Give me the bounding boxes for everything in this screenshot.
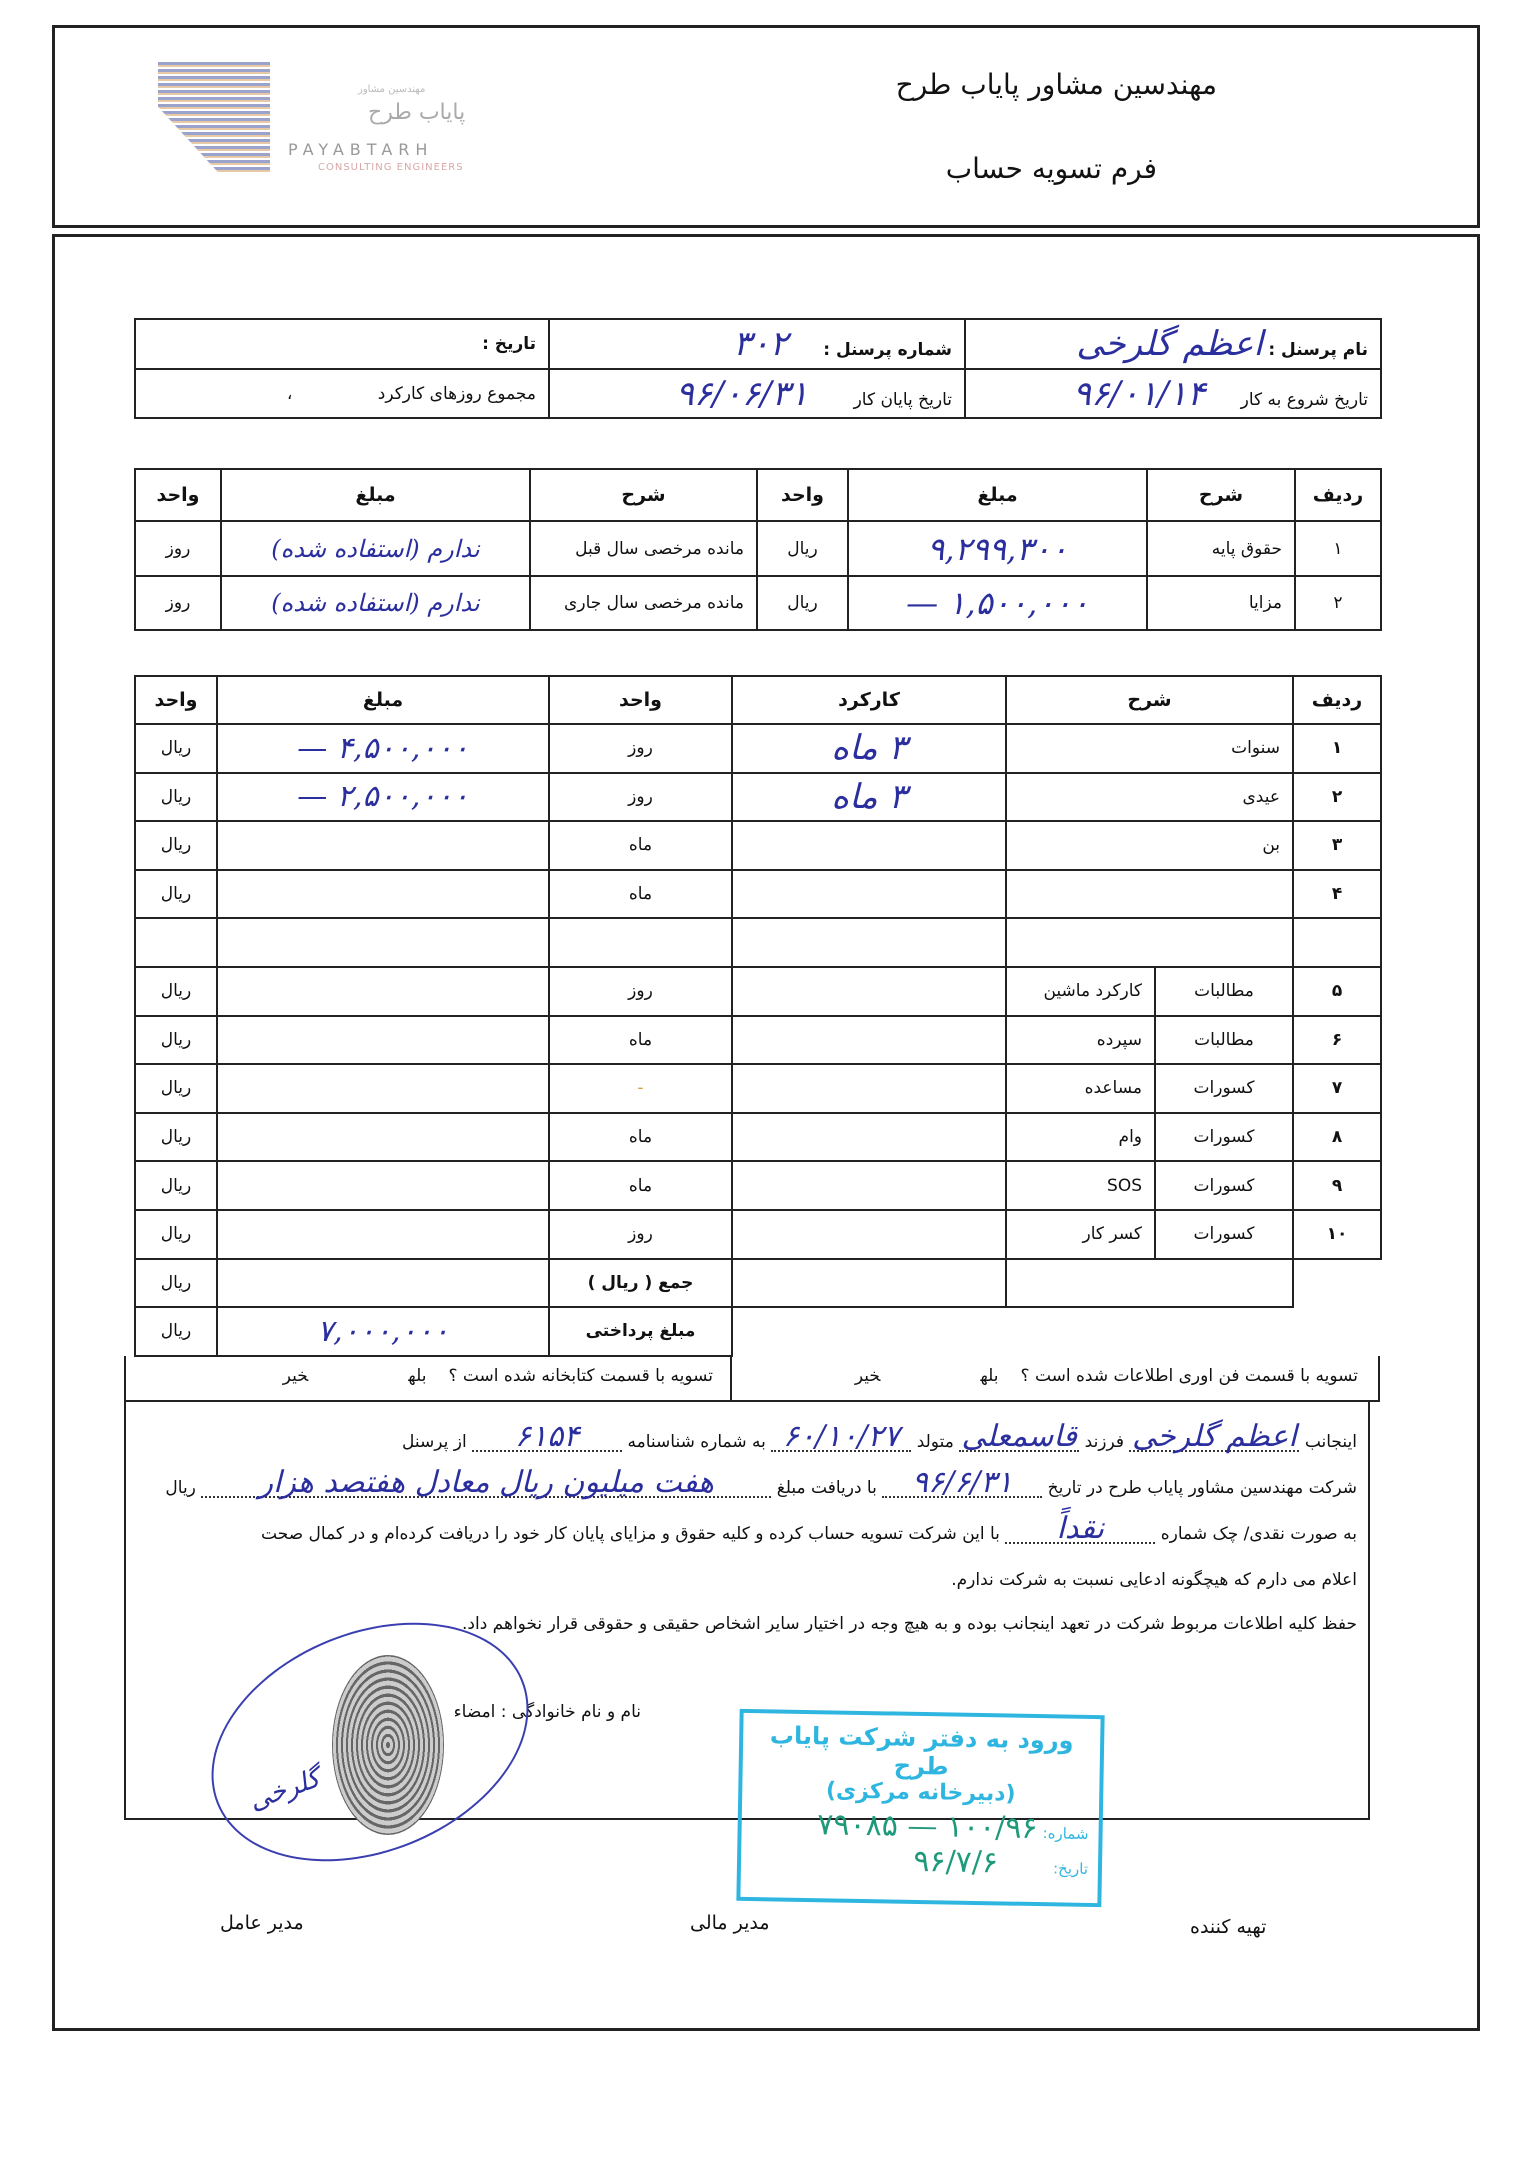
currency-unit: ریال bbox=[135, 1016, 217, 1065]
column-header: مبلغ bbox=[217, 676, 549, 724]
empty bbox=[732, 1259, 1006, 1308]
row-number: ۲ bbox=[1295, 576, 1381, 630]
total-row bbox=[135, 1259, 1381, 1308]
paid-amount: ۷,۰۰۰,۰۰۰ bbox=[217, 1307, 549, 1356]
unit: ماه bbox=[549, 1161, 732, 1210]
paid-label: مبلغ پرداختی bbox=[549, 1307, 732, 1356]
preparer-label: تهیه کننده bbox=[1190, 1916, 1267, 1938]
signature-label: نام و نام خانوادگی : امضاء bbox=[453, 1702, 641, 1722]
row-number: ۹ bbox=[1293, 1161, 1381, 1210]
amount bbox=[217, 870, 549, 919]
empty bbox=[732, 1307, 1381, 1356]
table-row bbox=[135, 724, 1381, 773]
declaration-line-1 bbox=[402, 1419, 1357, 1454]
amount bbox=[217, 1016, 549, 1065]
description: سنوات bbox=[1006, 724, 1293, 773]
number-label: شماره پرسنل : bbox=[823, 340, 952, 360]
it-no-option[interactable]: خیر bbox=[854, 1366, 881, 1386]
work-period bbox=[732, 967, 1006, 1016]
amount bbox=[217, 1113, 549, 1162]
description: مزایا bbox=[1147, 576, 1295, 630]
column-header: واحد bbox=[135, 469, 221, 521]
column-header: ردیف bbox=[1295, 469, 1381, 521]
amount bbox=[217, 821, 549, 870]
personnel-number-cell bbox=[549, 319, 965, 369]
paid-unit: ریال bbox=[135, 1307, 217, 1356]
currency-unit bbox=[135, 918, 217, 967]
ceo-label: مدیر عامل bbox=[220, 1912, 304, 1934]
check-field bbox=[1005, 1511, 1155, 1546]
empty bbox=[1006, 1259, 1293, 1308]
company-name: مهندسین مشاور پایاب طرح bbox=[895, 68, 1217, 101]
text: با دریافت مبلغ bbox=[776, 1478, 877, 1498]
currency-unit: ریال bbox=[135, 1064, 217, 1113]
fingerprint-icon bbox=[332, 1655, 444, 1835]
column-header: ردیف bbox=[1293, 676, 1381, 724]
table-row bbox=[135, 1161, 1381, 1210]
library-clearance-question bbox=[283, 1366, 713, 1386]
paid-row bbox=[135, 1307, 1381, 1356]
work-period bbox=[732, 1064, 1006, 1113]
table-row bbox=[135, 1113, 1381, 1162]
work-period bbox=[732, 1161, 1006, 1210]
currency-unit: ریال bbox=[135, 1210, 217, 1259]
subcategory: وام bbox=[1006, 1113, 1155, 1162]
finance-manager-label: مدیر مالی bbox=[690, 1912, 770, 1934]
library-yes-option[interactable]: بله bbox=[408, 1366, 427, 1386]
start-date-cell bbox=[965, 369, 1381, 418]
table-row bbox=[135, 1210, 1381, 1259]
work-period: ۳ ماه bbox=[732, 773, 1006, 822]
subcategory: سپرده bbox=[1006, 1016, 1155, 1065]
logo-mark bbox=[158, 62, 270, 174]
amount: ۹,۲۹۹,۳۰۰ bbox=[848, 521, 1147, 576]
column-header: کارکرد bbox=[732, 676, 1006, 724]
start-label: تاریخ شروع به کار bbox=[1240, 389, 1368, 410]
row-number: ۶ bbox=[1293, 1016, 1381, 1065]
it-yes-option[interactable]: بله bbox=[980, 1366, 999, 1386]
unit bbox=[549, 918, 732, 967]
text: فرزند bbox=[1084, 1432, 1125, 1452]
it-clearance-question bbox=[855, 1366, 1358, 1386]
unit: ماه bbox=[549, 870, 732, 919]
column-header: واحد bbox=[135, 676, 217, 724]
form-title: فرم تسویه حساب bbox=[945, 152, 1157, 185]
column-header: شرح bbox=[1006, 676, 1293, 724]
stamp-subtitle: (دبیرخانه مرکزی) bbox=[825, 1778, 1016, 1807]
empty bbox=[1293, 1259, 1381, 1308]
table-row bbox=[135, 1064, 1381, 1113]
declaration-line-3 bbox=[261, 1511, 1357, 1546]
row-number: ۲ bbox=[1293, 773, 1381, 822]
column-header: واحد bbox=[757, 469, 848, 521]
total-unit: ریال bbox=[135, 1259, 217, 1308]
value: ۶۱۵۴ bbox=[514, 1419, 580, 1454]
currency-unit: ریال bbox=[135, 870, 217, 919]
column-header: شرح bbox=[1147, 469, 1295, 521]
description: عیدی bbox=[1006, 773, 1293, 822]
text: متولد bbox=[916, 1432, 954, 1452]
amount bbox=[217, 967, 549, 1016]
registry-stamp bbox=[736, 1709, 1104, 1907]
column-header: مبلغ bbox=[848, 469, 1147, 521]
declaration-line-5: حفظ کلیه اطلاعات مربوط شرکت در تعهد اینجانب بوده و به هیچ وجه در اختیار سایر اشخاص حقیقی و حقوقی قرار نخواهم داد. bbox=[462, 1614, 1357, 1634]
work-period bbox=[732, 821, 1006, 870]
category: مطالبات bbox=[1155, 1016, 1293, 1065]
row-number bbox=[1293, 918, 1381, 967]
amount bbox=[217, 1064, 549, 1113]
amount bbox=[217, 1210, 549, 1259]
category: کسورات bbox=[1155, 1210, 1293, 1259]
unit: روز bbox=[549, 1210, 732, 1259]
row-number: ۱ bbox=[1293, 724, 1381, 773]
text: با این شرکت تسویه حساب کرده و کلیه حقوق و مزایای پایان کار خود را دریافت کرده‌ام و در کمال صحت bbox=[261, 1524, 1000, 1544]
it-question-label: تسویه با قسمت فن اوری اطلاعات شده است ؟ bbox=[1020, 1366, 1358, 1386]
id-field bbox=[472, 1419, 622, 1454]
text: شرکت مهندسین مشاور پایاب طرح در تاریخ bbox=[1047, 1478, 1357, 1498]
currency-unit: ریال bbox=[135, 773, 217, 822]
table-row bbox=[135, 870, 1381, 919]
work-period bbox=[732, 1113, 1006, 1162]
subcategory: کارکرد ماشین bbox=[1006, 967, 1155, 1016]
description: حقوق پایه bbox=[1147, 521, 1295, 576]
date-label: تاریخ : bbox=[482, 334, 536, 354]
declaration-line-2 bbox=[165, 1465, 1357, 1500]
table-row bbox=[135, 821, 1381, 870]
salary-table bbox=[134, 468, 1382, 631]
category: کسورات bbox=[1155, 1064, 1293, 1113]
divider bbox=[730, 1356, 732, 1402]
leave-unit: روز bbox=[135, 521, 221, 576]
date-field bbox=[882, 1465, 1042, 1500]
text: به شماره شناسنامه bbox=[627, 1432, 766, 1452]
column-header: واحد bbox=[549, 676, 732, 724]
unit: روز bbox=[549, 773, 732, 822]
end-date-cell bbox=[549, 369, 965, 418]
value: هفت میلیون ریال معادل هفتصد هزار bbox=[258, 1465, 714, 1500]
row-number: ۷ bbox=[1293, 1064, 1381, 1113]
signature: گلرخی bbox=[245, 1763, 325, 1817]
row-number: ۱ bbox=[1295, 521, 1381, 576]
stamp-date bbox=[741, 1841, 1099, 1882]
unit: - bbox=[549, 1064, 732, 1113]
days-label: مجموع روزهای کارکرد bbox=[377, 383, 536, 404]
category: کسورات bbox=[1155, 1113, 1293, 1162]
table-row bbox=[135, 967, 1381, 1016]
amount-words-field bbox=[201, 1465, 771, 1500]
table-row bbox=[135, 1016, 1381, 1065]
value: ۹۶/۶/۳۱ bbox=[911, 1465, 1013, 1500]
category: کسورات bbox=[1155, 1161, 1293, 1210]
company-logo bbox=[158, 62, 518, 182]
currency-unit: ریال bbox=[135, 967, 217, 1016]
date-cell bbox=[135, 319, 549, 369]
category: مطالبات bbox=[1155, 967, 1293, 1016]
number-value: ۳۰۲ bbox=[733, 324, 788, 364]
unit: ماه bbox=[549, 821, 732, 870]
end-label: تاریخ پایان کار bbox=[853, 389, 952, 410]
leave-amount: ندارم (استفاده شده) bbox=[221, 576, 530, 630]
subcategory: SOS bbox=[1006, 1161, 1155, 1210]
work-days-cell bbox=[135, 369, 549, 418]
father-field bbox=[959, 1419, 1079, 1454]
personnel-name-cell bbox=[965, 319, 1381, 369]
header-row bbox=[135, 469, 1381, 521]
leave-description: مانده مرخصی سال جاری bbox=[530, 576, 757, 630]
unit: ماه bbox=[549, 1016, 732, 1065]
total-label: جمع ( ریال ) bbox=[549, 1259, 732, 1308]
library-question-label: تسویه با قسمت کتابخانه شده است ؟ bbox=[448, 1366, 713, 1386]
work-period bbox=[732, 1016, 1006, 1065]
text: ریال bbox=[165, 1478, 196, 1498]
amount bbox=[217, 1161, 549, 1210]
logo-sub: CONSULTING ENGINEERS bbox=[318, 162, 464, 173]
leave-unit: روز bbox=[135, 576, 221, 630]
table-row bbox=[135, 918, 1381, 967]
text: به صورت نقدی/ چک شماره bbox=[1160, 1524, 1357, 1544]
declaration-line-4: اعلام می دارم که هیچگونه ادعایی نسبت به شرکت ندارم. bbox=[951, 1570, 1357, 1590]
amount bbox=[217, 918, 549, 967]
table-row bbox=[135, 576, 1381, 630]
currency-unit: ریال bbox=[135, 1113, 217, 1162]
days-value: ، bbox=[286, 383, 293, 404]
unit: ریال bbox=[757, 576, 848, 630]
unit: روز bbox=[549, 967, 732, 1016]
text: اینجانب bbox=[1304, 1432, 1357, 1452]
start-value: ۹۶/۰۱/۱۴ bbox=[1072, 373, 1206, 414]
amount: ۱,۵۰۰,۰۰۰ — bbox=[848, 576, 1147, 630]
value: اعظم گلرخی bbox=[1132, 1419, 1297, 1454]
logo-en: PAYABTARH bbox=[288, 140, 434, 159]
text: از پرسنل bbox=[402, 1432, 467, 1452]
amount: ۴,۵۰۰,۰۰۰ — bbox=[217, 724, 549, 773]
logo-fa: پایاب طرح bbox=[368, 100, 466, 125]
row-number: ۵ bbox=[1293, 967, 1381, 1016]
value: ۶۰/۱۰/۲۷ bbox=[782, 1419, 900, 1454]
description bbox=[1006, 918, 1293, 967]
work-period bbox=[732, 918, 1006, 967]
unit: ریال bbox=[757, 521, 848, 576]
description bbox=[1006, 870, 1293, 919]
row-number: ۴ bbox=[1293, 870, 1381, 919]
unit: روز bbox=[549, 724, 732, 773]
subcategory: مساعده bbox=[1006, 1064, 1155, 1113]
birth-field bbox=[771, 1419, 911, 1454]
end-value: ۹۶/۰۶/۳۱ bbox=[675, 373, 809, 414]
unit: ماه bbox=[549, 1113, 732, 1162]
library-no-option[interactable]: خیر bbox=[282, 1366, 309, 1386]
table-row bbox=[135, 773, 1381, 822]
row-number: ۳ bbox=[1293, 821, 1381, 870]
description: بن bbox=[1006, 821, 1293, 870]
name-field bbox=[1129, 1419, 1299, 1454]
leave-amount: ندارم (استفاده شده) bbox=[221, 521, 530, 576]
work-period: ۳ ماه bbox=[732, 724, 1006, 773]
column-header: مبلغ bbox=[221, 469, 530, 521]
value: قاسمعلی bbox=[961, 1419, 1077, 1454]
currency-unit: ریال bbox=[135, 821, 217, 870]
header-row bbox=[135, 676, 1381, 724]
value: ۱۰۰/۹۶ — ۷۹۰۸۵ bbox=[816, 1807, 1038, 1847]
value: نقداً bbox=[1056, 1511, 1105, 1546]
subcategory: کسر کار bbox=[1006, 1210, 1155, 1259]
personnel-table bbox=[134, 318, 1382, 419]
items-table bbox=[134, 675, 1382, 1357]
leave-description: مانده مرخصی سال قبل bbox=[530, 521, 757, 576]
table-row bbox=[135, 521, 1381, 576]
currency-unit: ریال bbox=[135, 1161, 217, 1210]
total-amount bbox=[217, 1259, 549, 1308]
label: شماره: bbox=[1042, 1824, 1089, 1843]
stamp-title: ورود به دفتر شرکت پایاب طرح bbox=[769, 1721, 1074, 1781]
value: ۹۶/۷/۶ bbox=[913, 1843, 999, 1881]
work-period bbox=[732, 1210, 1006, 1259]
row-number: ۱۰ bbox=[1293, 1210, 1381, 1259]
row-number: ۸ bbox=[1293, 1113, 1381, 1162]
logo-top: مهندسین مشاور bbox=[358, 84, 426, 95]
column-header: شرح bbox=[530, 469, 757, 521]
currency-unit: ریال bbox=[135, 724, 217, 773]
work-period bbox=[732, 870, 1006, 919]
name-value: اعظم گلرخی bbox=[1076, 324, 1263, 364]
name-label: نام پرسنل : bbox=[1268, 340, 1368, 360]
label: تاریخ: bbox=[1052, 1859, 1089, 1878]
amount: ۲,۵۰۰,۰۰۰ — bbox=[217, 773, 549, 822]
